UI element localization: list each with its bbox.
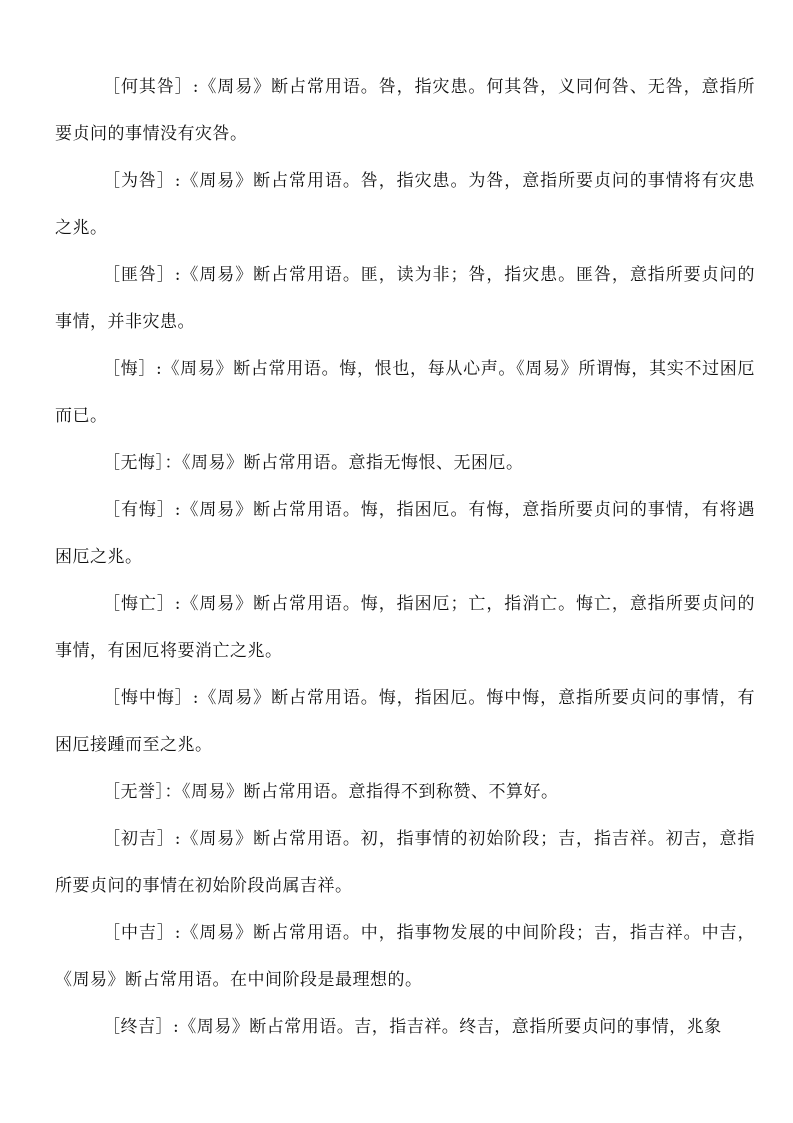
glossary-entry-fei-jiu: ［匪咎］:《周易》断占常用语。匪，读为非；咎，指灾患。匪咎，意指所要贞问的事情，并非灾患。 <box>55 265 755 332</box>
glossary-entry-hui-zhong-hui: ［悔中悔］:《周易》断占常用语。悔，指困厄。悔中悔，意指所要贞问的事情，有困厄接踵而至之兆。 <box>55 688 755 755</box>
glossary-entry-zhong-ji-end: ［终吉］:《周易》断占常用语。吉，指吉祥。终吉，意指所要贞问的事情，兆象 <box>103 1017 722 1037</box>
glossary-entry-wu-yu: ［无誉］：《周易》断占常用语。意指得不到称赞、不算好。 <box>103 782 559 802</box>
glossary-entry-he-qi-jiu: ［何其咎］:《周易》断占常用语。咎，指灾患。何其咎，义同何咎、无咎，意指所要贞问的事情没有灾咎。 <box>55 77 755 144</box>
glossary-entry-wu-hui: ［无悔］：《周易》断占常用语。意指无悔恨、无困厄。 <box>103 453 524 473</box>
glossary-entries <box>55 64 755 1051</box>
glossary-entry-wei-jiu: ［为咎］:《周易》断占常用语。咎，指灾患。为咎，意指所要贞问的事情将有灾患之兆。 <box>55 171 755 238</box>
glossary-entry-hui: ［悔］:《周易》断占常用语。悔，恨也，每从心声。《周易》所谓悔，其实不过困厄而已。 <box>55 359 755 426</box>
glossary-entry-chu-ji: ［初吉］:《周易》断占常用语。初，指事情的初始阶段；吉，指吉祥。初吉，意指所要贞问的事情在初始阶段尚属吉祥。 <box>55 829 755 896</box>
glossary-entry-zhong-ji: ［中吉］:《周易》断占常用语。中，指事物发展的中间阶段；吉，指吉祥。中吉，《周易》断占常用语。在中间阶段是最理想的。 <box>55 923 755 990</box>
glossary-entry-hui-wang: ［悔亡］:《周易》断占常用语。悔，指困厄；亡，指消亡。悔亡，意指所要贞问的事情，有困厄将要消亡之兆。 <box>55 594 755 661</box>
glossary-entry-you-hui: ［有悔］:《周易》断占常用语。悔，指困厄。有悔，意指所要贞问的事情，有将遇困厄之兆。 <box>55 500 755 567</box>
